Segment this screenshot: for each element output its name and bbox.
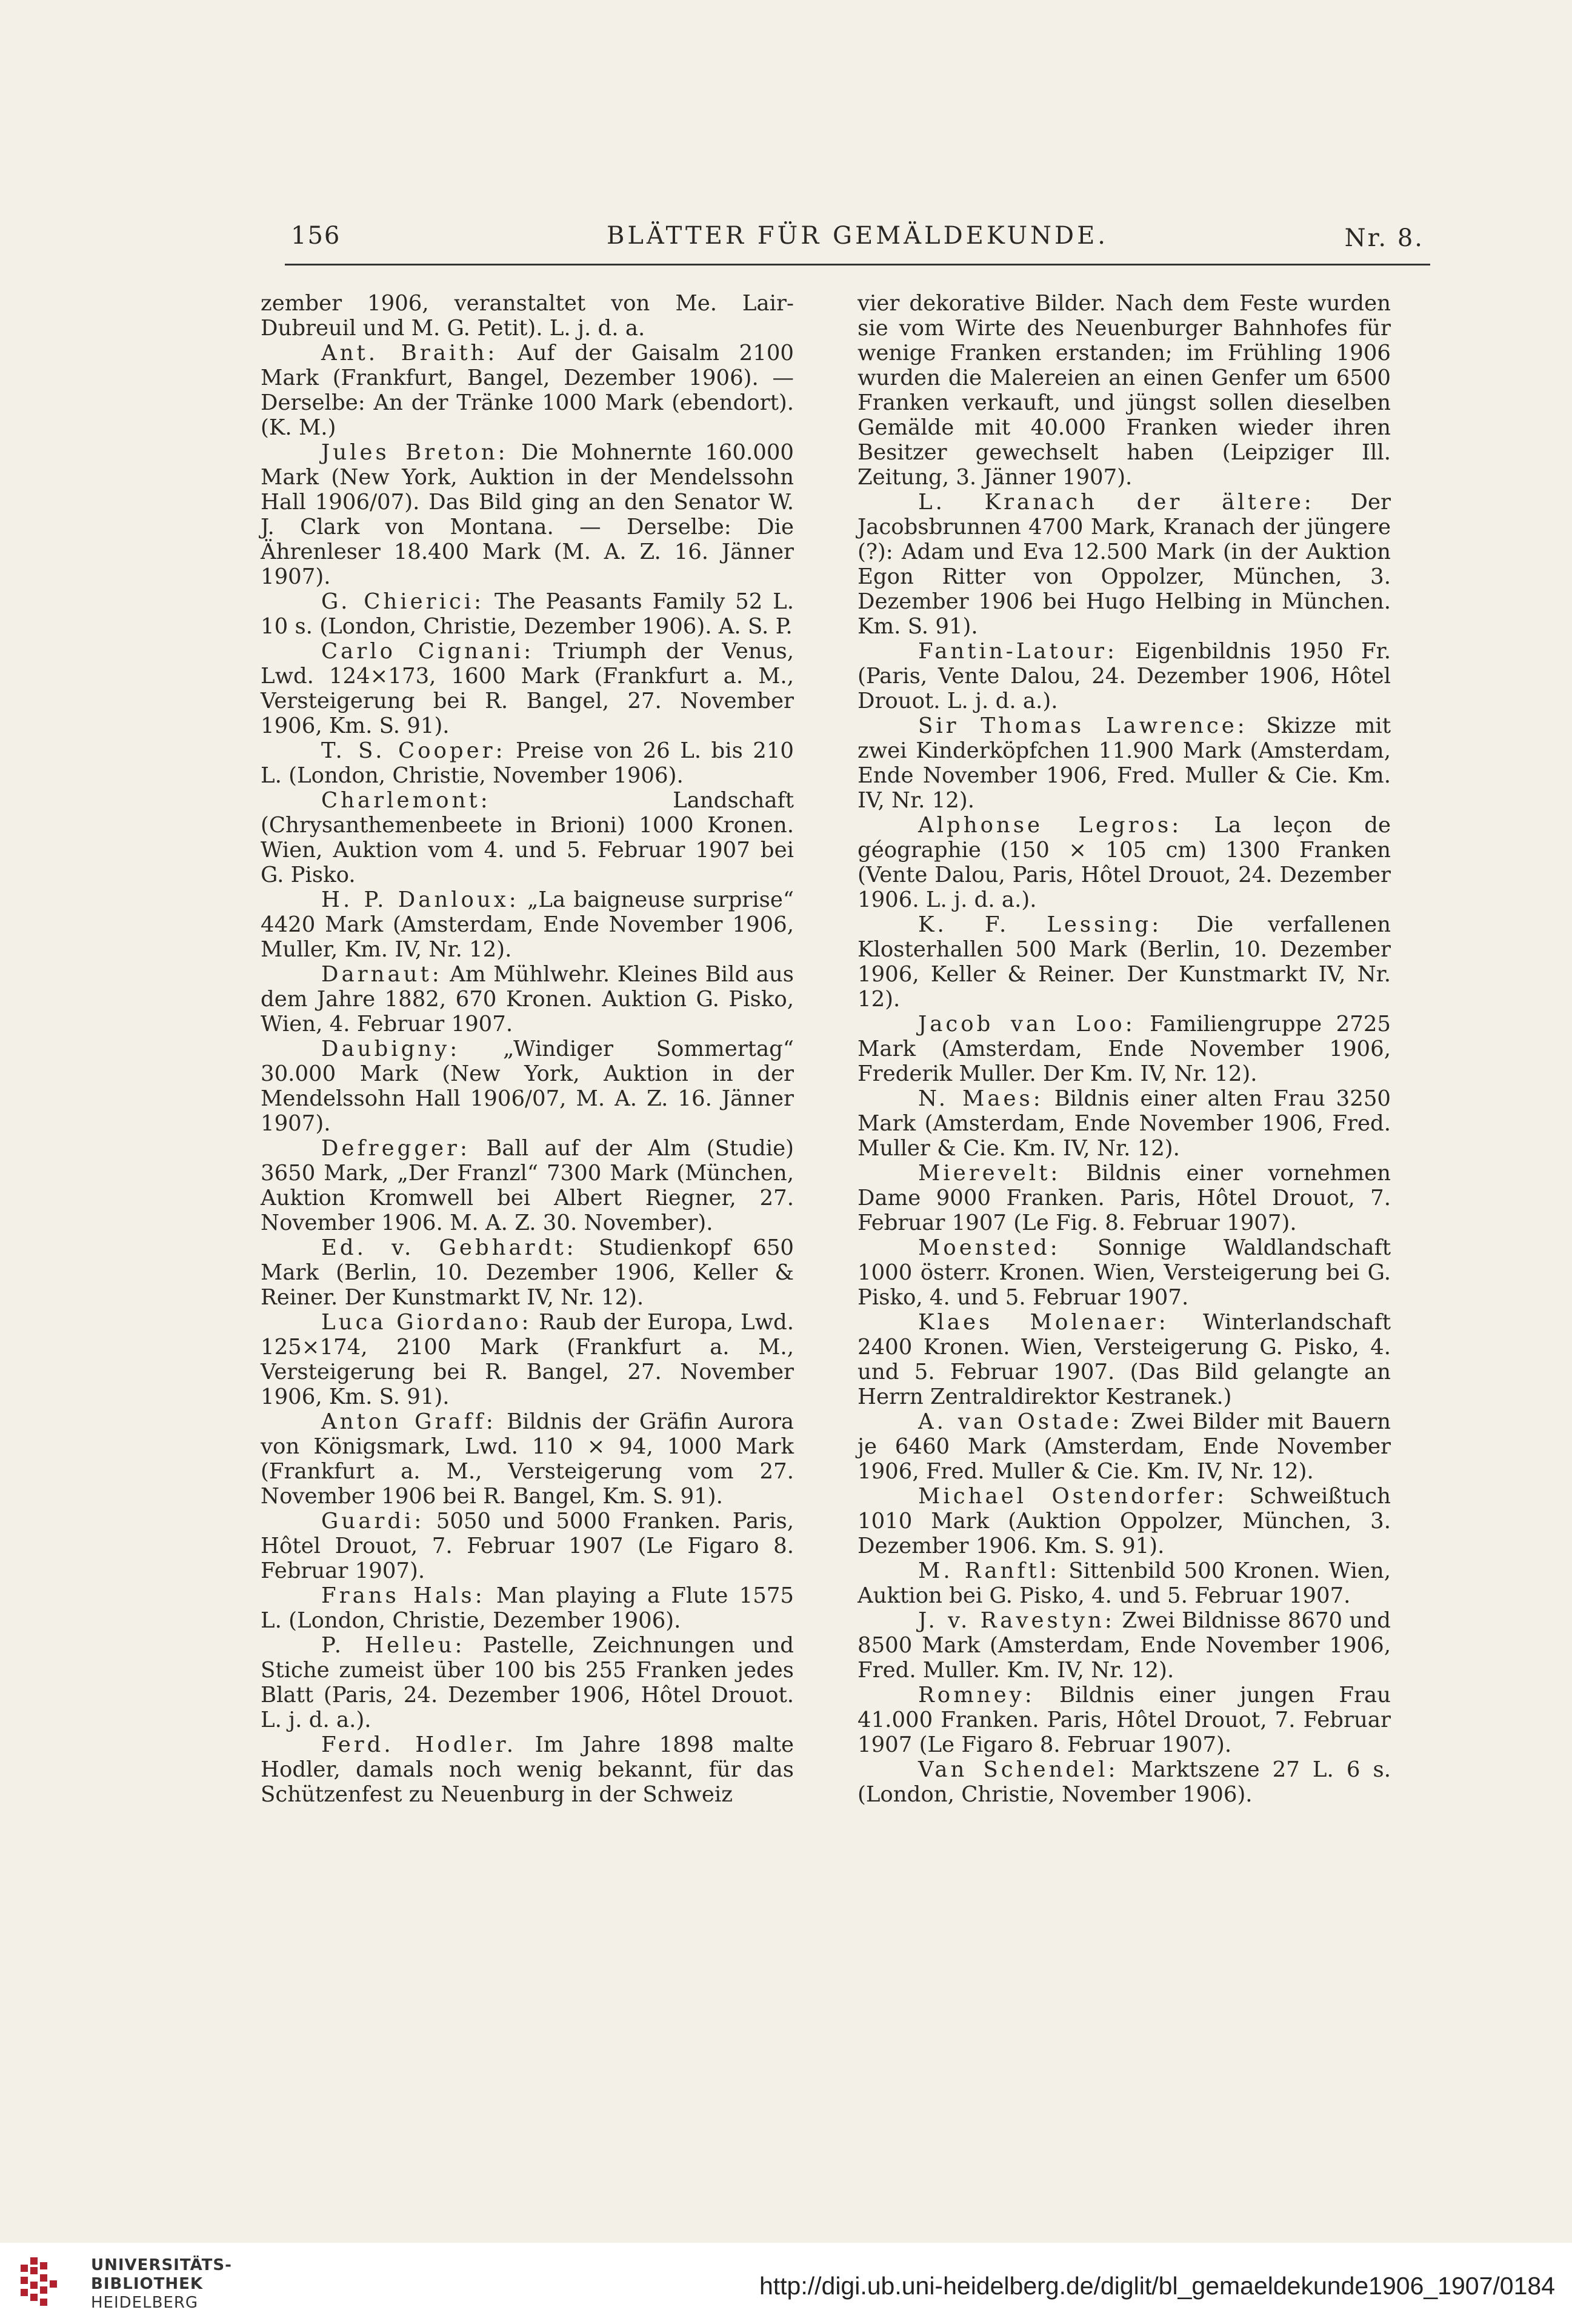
price-entry: [858, 1558, 1391, 1608]
price-entry: [261, 1583, 794, 1633]
price-entry: [858, 291, 1391, 490]
price-entry: [261, 738, 794, 788]
artist-name: N. Maes:: [918, 1086, 1044, 1111]
artist-name: Van Schendel:: [918, 1757, 1119, 1782]
entry-text: Auf der Gaisalm 2100 Mark (Frankfurt, Bangel, Dezember 1906). — Derselbe: An der Tränke 1000 Mark (ebendort). (K. M.): [261, 341, 794, 440]
artist-name: Sir Thomas Lawrence:: [918, 713, 1248, 738]
artist-name: Luca Giordano:: [321, 1310, 532, 1335]
price-entry: [858, 1409, 1391, 1484]
artist-name: Guardi:: [321, 1509, 425, 1534]
price-entry: [261, 1235, 794, 1310]
artist-name: K. F. Lessing:: [918, 912, 1162, 937]
entry-text: Bildnis einer alten Frau 3250 Mark (Amsterdam, Ende November 1906, Fred. Muller & Cie. Km. IV, Nr. 12).: [858, 1086, 1391, 1161]
entry-text: Winterlandschaft 2400 Kronen. Wien, Versteigerung G. Pisko, 4. und 5. Februar 1907. (Das Bild gelangte an Herrn Zentraldirektor Kestranek.): [858, 1310, 1391, 1409]
entry-text: Schweißtuch 1010 Mark (Auktion Oppolzer, München, 3. Dezember 1906. Km. S. 91).: [858, 1484, 1391, 1558]
entry-text: Am Mühlwehr. Kleines Bild aus dem Jahre 1882, 670 Kronen. Auktion G. Pisko, Wien, 4. Februar 1907.: [261, 962, 794, 1037]
entry-text: Marktszene 27 L. 6 s. (London, Christie, November 1906).: [858, 1757, 1391, 1807]
entry-text: Triumph der Venus, Lwd. 124×173, 1600 Mark (Frankfurt a. M., Versteigerung bei R. Bangel, 27. November 1906, Km. S. 91).: [261, 639, 794, 738]
entry-text: Im Jahre 1898 malte Hodler, damals noch wenig bekannt, für das Schützenfest zu Neuenburg in der Schweiz: [261, 1732, 794, 1807]
entry-text: Preise von 26 L. bis 210 L. (London, Christie, November 1906).: [261, 738, 794, 788]
price-entry: [261, 1037, 794, 1136]
entry-text: Zwei Bildnisse 8670 und 8500 Mark (Amsterdam, Ende November 1906, Fred. Muller. Km. IV, Nr. 12).: [858, 1608, 1391, 1683]
entry-text: Bildnis einer vornehmen Dame 9000 Franken. Paris, Hôtel Drouot, 7. Februar 1907 (Le Fig. 8. Februar 1907).: [858, 1161, 1391, 1235]
price-entry: [858, 1086, 1391, 1161]
price-entry: [261, 887, 794, 962]
artist-name: Ant. Braith:: [321, 341, 498, 366]
price-entry: [858, 1608, 1391, 1683]
artist-name: Ferd. Hodler.: [321, 1732, 517, 1757]
entry-text: „Windiger Sommertag“ 30.000 Mark (New York, Auktion in der Mendelssohn Hall 1906/07, M. A. Z. 16. Jänner 1907).: [261, 1037, 794, 1136]
price-entry: [261, 440, 794, 589]
entry-text: Studienkopf 650 Mark (Berlin, 10. Dezember 1906, Keller & Reiner. Der Kunstmarkt IV, Nr. 12).: [261, 1235, 794, 1310]
price-entry: [261, 1732, 794, 1807]
library-name: [91, 2256, 232, 2312]
price-entry: [858, 1484, 1391, 1558]
price-entry: [261, 589, 794, 639]
entry-text: Man playing a Flute 1575 L. (London, Christie, Dezember 1906).: [261, 1583, 794, 1633]
page-header: [285, 218, 1430, 261]
artist-name: J. v. Ravestyn:: [918, 1608, 1115, 1633]
entry-text: Familiengruppe 2725 Mark (Amsterdam, Ende November 1906, Frederik Muller. Der Km. IV, Nr. 12).: [858, 1012, 1391, 1086]
library-line-1: UNIVERSITÄTS-: [91, 2256, 232, 2274]
price-entry: [261, 962, 794, 1037]
price-entry: [261, 341, 794, 440]
entry-text: vier dekorative Bilder. Nach dem Feste wurden sie vom Wirte des Neuenburger Bahnhofes für wenige Franken erstanden; im Frühling 1906 wurden die Malereien an einen Genfer um 6500 Franken verkauft, und jüngst sollen dieselben Gemälde mit 40.000 Franken wieder ihren Besitzer gewechselt haben (Leipziger Ill. Zeitung, 3. Jänner 1907).: [858, 291, 1391, 490]
library-line-3: HEIDELBERG: [91, 2294, 199, 2312]
artist-name: Ed. v. Gebhardt:: [321, 1235, 577, 1260]
price-entry: [858, 1012, 1391, 1086]
artist-name: G. Chierici:: [321, 589, 485, 614]
entry-text: Zwei Bilder mit Bauern je 6460 Mark (Amsterdam, Ende November 1906, Fred. Muller & Cie. Km. IV, Nr. 12).: [858, 1409, 1391, 1484]
entry-text: Eigenbildnis 1950 Fr. (Paris, Vente Dalou, 24. Dezember 1906, Hôtel Drouot. L. j. d. a.).: [858, 639, 1391, 713]
price-entry: [261, 1136, 794, 1235]
artist-name: Michael Ostendorfer:: [918, 1484, 1228, 1509]
price-entry: [261, 639, 794, 738]
artist-name: Defregger:: [321, 1136, 470, 1161]
header-rule: [285, 264, 1430, 265]
price-entry: [261, 1633, 794, 1732]
artist-name: H. P. Danloux:: [321, 887, 519, 912]
artist-name: Mierevelt:: [918, 1161, 1061, 1186]
entry-text: Skizze mit zwei Kinderköpfchen 11.900 Mark (Amsterdam, Ende November 1906, Fred. Muller & Cie. Km. IV, Nr. 12).: [858, 713, 1391, 813]
price-entry: [261, 1409, 794, 1509]
university-seal-icon: [17, 2254, 84, 2314]
price-entry: [261, 291, 794, 341]
price-entry: [261, 1509, 794, 1583]
artist-name: Alphonse Legros:: [918, 813, 1182, 838]
artist-name: Jules Breton:: [321, 440, 508, 465]
artist-name: Carlo Cignani:: [321, 639, 535, 664]
right-column: [858, 291, 1391, 1807]
price-entry: [858, 1310, 1391, 1409]
artist-name: Jacob van Loo:: [918, 1012, 1136, 1037]
artist-name: Daubigny:: [321, 1037, 461, 1061]
entry-text: The Peasants Family 52 L. 10 s. (London, Christie, Dezember 1906). A. S. P.: [261, 589, 794, 639]
price-entry: [858, 1683, 1391, 1757]
price-entry: [261, 788, 794, 887]
price-entry: [858, 1161, 1391, 1235]
entry-text: zember 1906, veranstaltet von Me. Lair-Dubreuil und M. G. Petit). L. j. d. a.: [261, 291, 794, 341]
price-entry: [261, 1310, 794, 1409]
left-column: [261, 291, 794, 1807]
entry-text: „La baigneuse surprise“ 4420 Mark (Amsterdam, Ende November 1906, Muller, Km. IV, Nr. 12).: [261, 887, 794, 962]
library-line-2: BIBLIOTHEK: [91, 2275, 204, 2293]
artist-name: Fantin-Latour:: [918, 639, 1117, 664]
artist-name: T. S. Cooper:: [321, 738, 506, 763]
entry-text: Bildnis einer jungen Frau 41.000 Franken. Paris, Hôtel Drouot, 7. Februar 1907 (Le Figaro 8. Februar 1907).: [858, 1683, 1391, 1757]
price-entry: [858, 912, 1391, 1012]
price-entry: [858, 1235, 1391, 1310]
artist-name: M. Ranftl:: [918, 1558, 1061, 1583]
entry-text: Der Jacobsbrunnen 4700 Mark, Kranach der jüngere (?): Adam und Eva 12.500 Mark (in der Auktion Egon Ritter von Oppolzer, München, 3. Dezember 1906 bei Hugo Helbing in München. Km. S. 91).: [858, 490, 1391, 639]
entry-text: Die verfallenen Klosterhallen 500 Mark (Berlin, 10. Dezember 1906, Keller & Reiner. Der Kunstmarkt IV, Nr. 12).: [858, 912, 1391, 1012]
artist-name: Frans Hals:: [321, 1583, 485, 1608]
entry-text: Pastelle, Zeichnungen und Stiche zumeist über 100 bis 255 Franken jedes Blatt (Paris, 24. Dezember 1906, Hôtel Drouot. L. j. d. a.).: [261, 1633, 794, 1732]
source-url[interactable]: http://digi.ub.uni-heidelberg.de/diglit/bl_gemaeldekunde1906_1907/0184: [759, 2272, 1555, 2300]
running-title: BLÄTTER FÜR GEMÄLDEKUNDE.: [606, 222, 1109, 250]
price-entry: [858, 1757, 1391, 1807]
entry-text: 5050 und 5000 Franken. Paris, Hôtel Drouot, 7. Februar 1907 (Le Figaro 8. Februar 1907).: [261, 1509, 794, 1583]
issue-number: Nr. 8.: [1344, 224, 1424, 252]
artist-name: Anton Graff:: [321, 1409, 496, 1434]
footer-bar: [0, 2243, 1572, 2324]
artist-name: Romney:: [918, 1683, 1035, 1708]
entry-text: Raub der Europa, Lwd. 125×174, 2100 Mark (Frankfurt a. M., Versteigerung bei R. Bangel, 27. November 1906, Km. S. 91).: [261, 1310, 794, 1409]
price-entry: [858, 639, 1391, 713]
price-entry: [858, 813, 1391, 912]
page-number: 156: [291, 222, 341, 250]
artist-name: P. Helleu:: [321, 1633, 465, 1658]
artist-name: Darnaut:: [321, 962, 442, 987]
price-entry: [858, 713, 1391, 813]
entry-text: Ball auf der Alm (Studie) 3650 Mark, „Der Franzl“ 7300 Mark (München, Auktion Kromwell bei Albert Riegner, 27. November 1906. M. A. Z. 30. November).: [261, 1136, 794, 1235]
entry-text: Sittenbild 500 Kronen. Wien, Auktion bei G. Pisko, 4. und 5. Februar 1907.: [858, 1558, 1391, 1608]
price-entry: [858, 490, 1391, 639]
entry-text: Landschaft (Chrysanthemenbeete in Brioni) 1000 Kronen. Wien, Auktion vom 4. und 5. Februar 1907 bei G. Pisko.: [261, 788, 794, 887]
artist-name: Charlemont:: [321, 788, 491, 813]
entry-text: La leçon de géographie (150 × 105 cm) 1300 Franken (Vente Dalou, Paris, Hôtel Drouot, 24. Dezember 1906. L. j. d. a.).: [858, 813, 1391, 912]
entry-text: Bildnis der Gräfin Aurora von Königsmark, Lwd. 110 × 94, 1000 Mark (Frankfurt a. M., Versteigerung vom 27. November 1906 bei R. Bangel, Km. S. 91).: [261, 1409, 794, 1509]
entry-text: Sonnige Waldlandschaft 1000 österr. Kronen. Wien, Versteigerung bei G. Pisko, 4. und 5. Februar 1907.: [858, 1235, 1391, 1310]
artist-name: A. van Ostade:: [918, 1409, 1123, 1434]
artist-name: Klaes Molenaer:: [918, 1310, 1169, 1335]
entry-text: Die Mohnernte 160.000 Mark (New York, Auktion in der Mendelssohn Hall 1906/07). Das Bild ging an den Senator W. J. Clark von Montana. — Derselbe: Die Ährenleser 18.400 Mark (M. A. Z. 16. Jänner 1907).: [261, 440, 794, 589]
artist-name: L. Kranach der ältere:: [918, 490, 1314, 515]
artist-name: Moensted:: [918, 1235, 1061, 1260]
